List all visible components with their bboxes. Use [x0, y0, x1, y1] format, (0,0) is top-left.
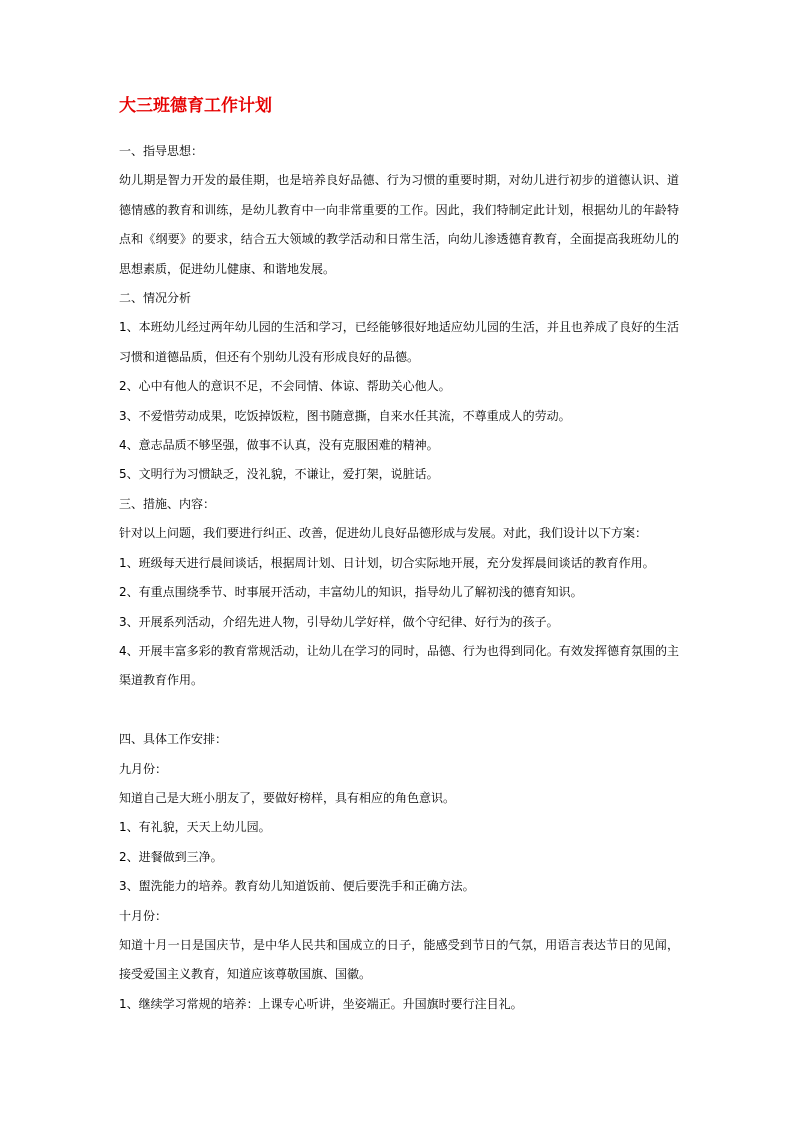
paragraph: 5、文明行为习惯缺乏，没礼貌，不谦让，爱打架，说脏话。	[119, 467, 439, 482]
paragraph: 四、具体工作安排：	[119, 732, 228, 747]
document-page	[119, 93, 679, 1019]
paragraph: 3、开展系列活动，介绍先进人物，引导幼儿学好样，做个守纪律、好行为的孩子。	[119, 614, 559, 629]
paragraph: 十月份：	[119, 908, 168, 923]
paragraph: 4、意志品质不够坚强，做事不认真，没有克服困难的精神。	[119, 438, 439, 453]
paragraph: 2、进餐做到三净。	[119, 849, 223, 864]
paragraph: 知道十月一日是国庆节，是中华人民共和国成立的日子，能感受到节日的气氛，用语言表达节日的见闻，接受爱国主义教育，知道应该尊敬国旗、国徽。	[119, 937, 679, 982]
paragraph: 九月份：	[119, 761, 168, 776]
paragraph: 针对以上问题，我们要进行纠正、改善，促进幼儿良好品德形成与发展。对此，我们设计以下方案：	[119, 526, 648, 541]
paragraph: 二、情况分析	[119, 291, 192, 306]
paragraph: 1、有礼貌，天天上幼儿园。	[119, 820, 271, 835]
paragraph: 3、盥洗能力的培养。教育幼儿知道饭前、便后要洗手和正确方法。	[119, 879, 475, 894]
paragraph: 幼儿期是智力开发的最佳期，也是培养良好品德、行为习惯的重要时期，对幼儿进行初步的道德认识、道德情感的教育和训练，是幼儿教育中一向非常重要的工作。因此，我们特制定此计划，根据幼儿的年龄特点和《纲要》的要求，结合五大领域的教学活动和日常生活，向幼儿渗透德育教育，全面提高我班幼儿的思想素质，促进幼儿健康、和谐地发展。	[119, 173, 679, 276]
paragraph: 1、班级每天进行晨间谈话，根据周计划、日计划，切合实际地开展，充分发挥晨间谈话的教育作用。	[119, 555, 655, 570]
paragraph: 1、本班幼儿经过两年幼儿园的生活和学习，已经能够很好地适应幼儿园的生活，并且也养成了良好的生活习惯和道德品质，但还有个别幼儿没有形成良好的品德。	[119, 320, 679, 364]
paragraph: 三、措施、内容：	[119, 496, 216, 511]
paragraph: 4、开展丰富多彩的教育常规活动，让幼儿在学习的同时，品德、行为也得到同化。有效发挥德育氛围的主渠道教育作用。	[119, 643, 679, 688]
paragraph: 2、心中有他人的意识不足，不会同情、体谅、帮助关心他人。	[119, 379, 451, 394]
paragraph: 1、继续学习常规的培养：上课专心听讲，坐姿端正。升国旗时要行注目礼。	[119, 996, 523, 1011]
document-title: 大三班德育工作计划	[119, 96, 272, 116]
paragraph: 2、有重点围绕季节、时事展开活动，丰富幼儿的知识，指导幼儿了解初浅的德育知识。	[119, 585, 583, 600]
paragraph: 一、指导思想：	[119, 144, 204, 158]
paragraph: 知道自己是大班小朋友了，要做好榜样，具有相应的角色意识。	[119, 790, 456, 805]
paragraph: 3、不爱惜劳动成果，吃饭掉饭粒，图书随意撕，自来水任其流，不尊重成人的劳动。	[119, 408, 571, 423]
blank-line	[119, 696, 679, 725]
document-body	[119, 137, 679, 1019]
